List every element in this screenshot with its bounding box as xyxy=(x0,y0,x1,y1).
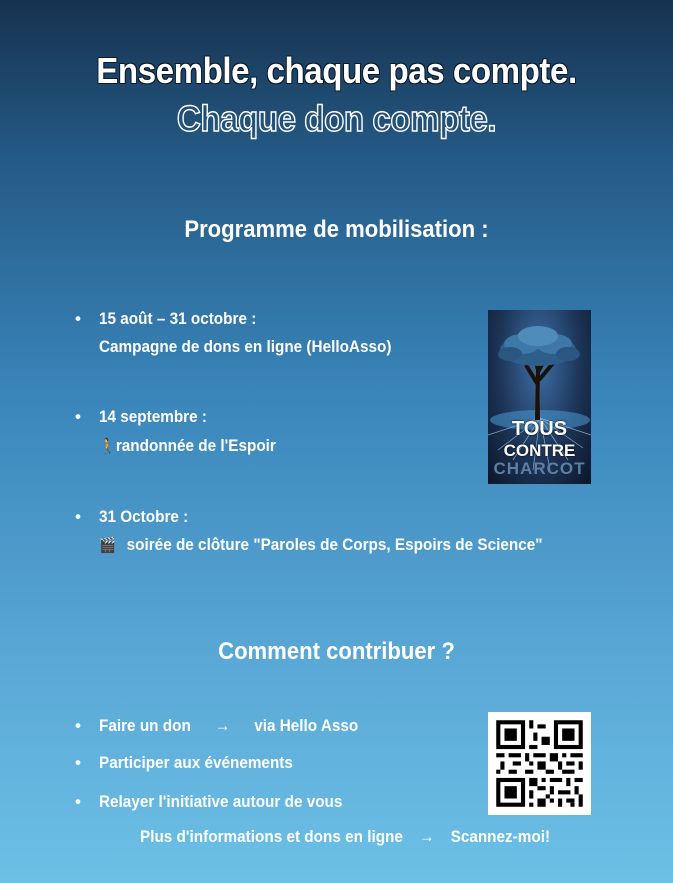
contribute-item-text: Participer aux événements xyxy=(99,753,293,772)
arrow-right-icon: → xyxy=(214,716,231,735)
helloasso-link[interactable]: via Hello Asso xyxy=(254,716,359,735)
programme-date: 14 septembre : xyxy=(99,407,207,426)
programme-description-row xyxy=(99,436,276,456)
sub-title: Chaque don compte. xyxy=(176,98,497,139)
arrow-right-icon: → xyxy=(419,827,435,846)
donate-label: Faire un don xyxy=(99,716,191,735)
bullet-icon: • xyxy=(75,407,81,426)
programme-description: soirée de clôture "Paroles de Corps, Espoirs de Science" xyxy=(126,535,543,554)
poster-text-2: CONTRE xyxy=(503,441,576,460)
poster-text-1: TOUS xyxy=(511,418,568,440)
bullet-icon: • xyxy=(75,507,81,526)
contribute-item-text: Relayer l'initiative autour de vous xyxy=(99,792,343,811)
footer-cta xyxy=(140,827,550,847)
scan-me-label: Scannez-moi! xyxy=(450,827,551,846)
programme-date: 15 août – 31 octobre : xyxy=(99,309,257,328)
clapperboard-icon: 🎬 xyxy=(99,537,116,554)
programme-date: 31 Octobre : xyxy=(99,507,189,526)
bullet-icon: • xyxy=(75,792,81,811)
main-title: Ensemble, chaque pas compte. xyxy=(96,50,577,91)
campaign-poster xyxy=(488,310,591,484)
qr-code-icon xyxy=(488,712,591,815)
hiker-icon: 🚶 xyxy=(99,438,116,455)
programme-description-row xyxy=(99,535,542,555)
contribute-item-text xyxy=(99,716,358,736)
programme-description: randonnée de l'Espoir xyxy=(115,436,276,455)
bullet-icon: • xyxy=(75,309,81,328)
poster-text-3: CHARCOT xyxy=(493,459,586,478)
programme-description: Campagne de dons en ligne (HelloAsso) xyxy=(99,337,392,356)
bullet-icon: • xyxy=(75,753,81,772)
programme-heading: Programme de mobilisation : xyxy=(184,216,489,243)
bullet-icon: • xyxy=(75,716,81,735)
footer-text: Plus d'informations et dons en ligne xyxy=(140,827,403,846)
qr-code[interactable] xyxy=(488,712,591,815)
contribute-heading: Comment contribuer ? xyxy=(218,638,455,665)
